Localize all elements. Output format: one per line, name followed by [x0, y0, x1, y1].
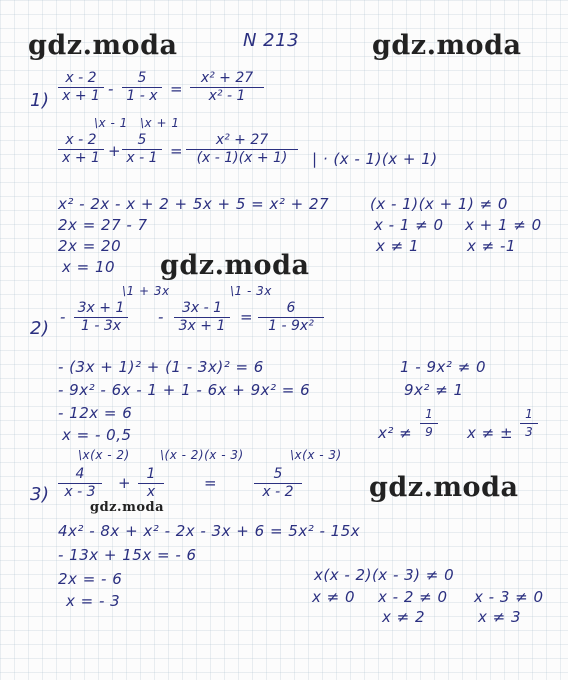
p3-multiplier-3: \x(x - 3) [290, 448, 342, 462]
p3-op-1: + [118, 474, 132, 492]
p1-fraction-3: $\frac{\text{x² + 27}}{\text{x² - 1}}$ [190, 70, 264, 105]
p2-fraction-1: $\frac{3x + 1}{1 - 3x}$ [74, 300, 128, 335]
p3-fraction-3: $\frac{5}{x - 2}$ [254, 466, 302, 501]
watermark-middle: gdz.moda [160, 250, 310, 281]
p1-condition-1: (x - 1)(x + 1) ≠ 0 [370, 195, 508, 213]
p2-condition-3a-fraction: $\frac{1}{9}$ [420, 406, 438, 441]
p3-condition-3b: x ≠ 2 [382, 608, 426, 626]
p3-line-4: x = - 3 [66, 592, 121, 610]
p1-fraction-4: $\frac{x - 2}{x + 1}$ [58, 132, 104, 167]
p2-condition-2: 9x² ≠ 1 [404, 381, 464, 399]
p2-condition-1: 1 - 9x² ≠ 0 [400, 358, 487, 376]
p1-line-4: x = 10 [62, 258, 116, 276]
p3-condition-1: x(x - 2)(x - 3) ≠ 0 [314, 566, 455, 584]
p2-leading-minus: - [60, 308, 66, 326]
p1-fraction-2: $\frac{5}{1 - x}$ [122, 70, 162, 105]
p3-line-1: 4x² - 8x + x² - 2x - 3x + 6 = 5x² - 15x [58, 522, 361, 540]
problem-number: N 213 [243, 30, 300, 51]
p3-multiplier-1: \x(x - 2) [78, 448, 130, 462]
p3-line-3: 2x = - 6 [58, 570, 123, 588]
p1-fraction-6: $\frac{\text{x² + 27}}{(x - 1)(x + 1)}$ [186, 132, 298, 167]
p1-line-1: x² - 2x - x + 2 + 5x + 5 = x² + 27 [58, 195, 330, 213]
p1-equals: = [170, 80, 184, 98]
p3-condition-2c: x - 3 ≠ 0 [474, 588, 544, 606]
p2-line-2: - 9x² - 6x - 1 + 1 - 6x + 9x² = 6 [58, 381, 311, 399]
p3-fraction-2: $\frac{1}{x}$ [138, 466, 164, 501]
p2-condition-3b-fraction: $\frac{1}{3}$ [520, 406, 538, 441]
p3-equals: = [204, 474, 218, 492]
p2-fraction-3: $\frac{6}{\text{1 - 9x²}}$ [258, 300, 324, 335]
p1-op-2: + [108, 142, 122, 160]
p3-multiplier-2: \(x - 2)(x - 3) [160, 448, 244, 462]
p2-multiplier-1: \1 + 3x [122, 284, 170, 298]
p1-condition-2b: x + 1 ≠ 0 [465, 216, 542, 234]
p2-condition-3b: x ≠ ± [467, 424, 514, 442]
p3-condition-2b: x - 2 ≠ 0 [378, 588, 448, 606]
p1-fraction-5: $\frac{5}{x - 1}$ [122, 132, 162, 167]
p1-label: 1) [30, 90, 50, 111]
p1-multiplier-2: \x + 1 [140, 116, 180, 130]
p3-line-2: - 13x + 15x = - 6 [58, 546, 197, 564]
p3-label: 3) [30, 484, 50, 505]
p3-fraction-1: $\frac{4}{x - 3}$ [58, 466, 102, 501]
watermark-small: gdz.moda [90, 500, 165, 515]
p1-multiplier-1: \x - 1 [94, 116, 128, 130]
p2-line-1: - (3x + 1)² + (1 - 3x)² = 6 [58, 358, 264, 376]
p1-condition-2a: x - 1 ≠ 0 [374, 216, 444, 234]
p1-line-3: 2x = 20 [58, 237, 122, 255]
p1-line-2: 2x = 27 - 7 [58, 216, 148, 234]
p1-equals-2: = [170, 142, 184, 160]
p3-condition-2a: x ≠ 0 [312, 588, 356, 606]
p1-condition-3b: x ≠ -1 [467, 237, 516, 255]
p1-multiply-note: | · (x - 1)(x + 1) [312, 150, 438, 168]
p2-label: 2) [30, 318, 50, 339]
watermark-top-right: gdz.moda [372, 30, 522, 61]
p2-op-1: - [158, 308, 164, 326]
p2-equals: = [240, 308, 254, 326]
p1-condition-3a: x ≠ 1 [376, 237, 420, 255]
watermark-top-left: gdz.moda [28, 30, 178, 61]
p2-condition-3a: x² ≠ [378, 424, 413, 442]
p2-line-4: x = - 0,5 [62, 426, 132, 444]
p2-line-3: - 12x = 6 [58, 404, 133, 422]
p2-multiplier-2: \1 - 3x [230, 284, 272, 298]
p1-fraction-1: $\frac{x - 2}{x + 1}$ [58, 70, 104, 105]
watermark-bottom-right: gdz.moda [369, 472, 519, 503]
p2-fraction-2: $\frac{3x - 1}{3x + 1}$ [174, 300, 230, 335]
p3-condition-3c: x ≠ 3 [478, 608, 522, 626]
p1-op-1: - [108, 80, 114, 98]
